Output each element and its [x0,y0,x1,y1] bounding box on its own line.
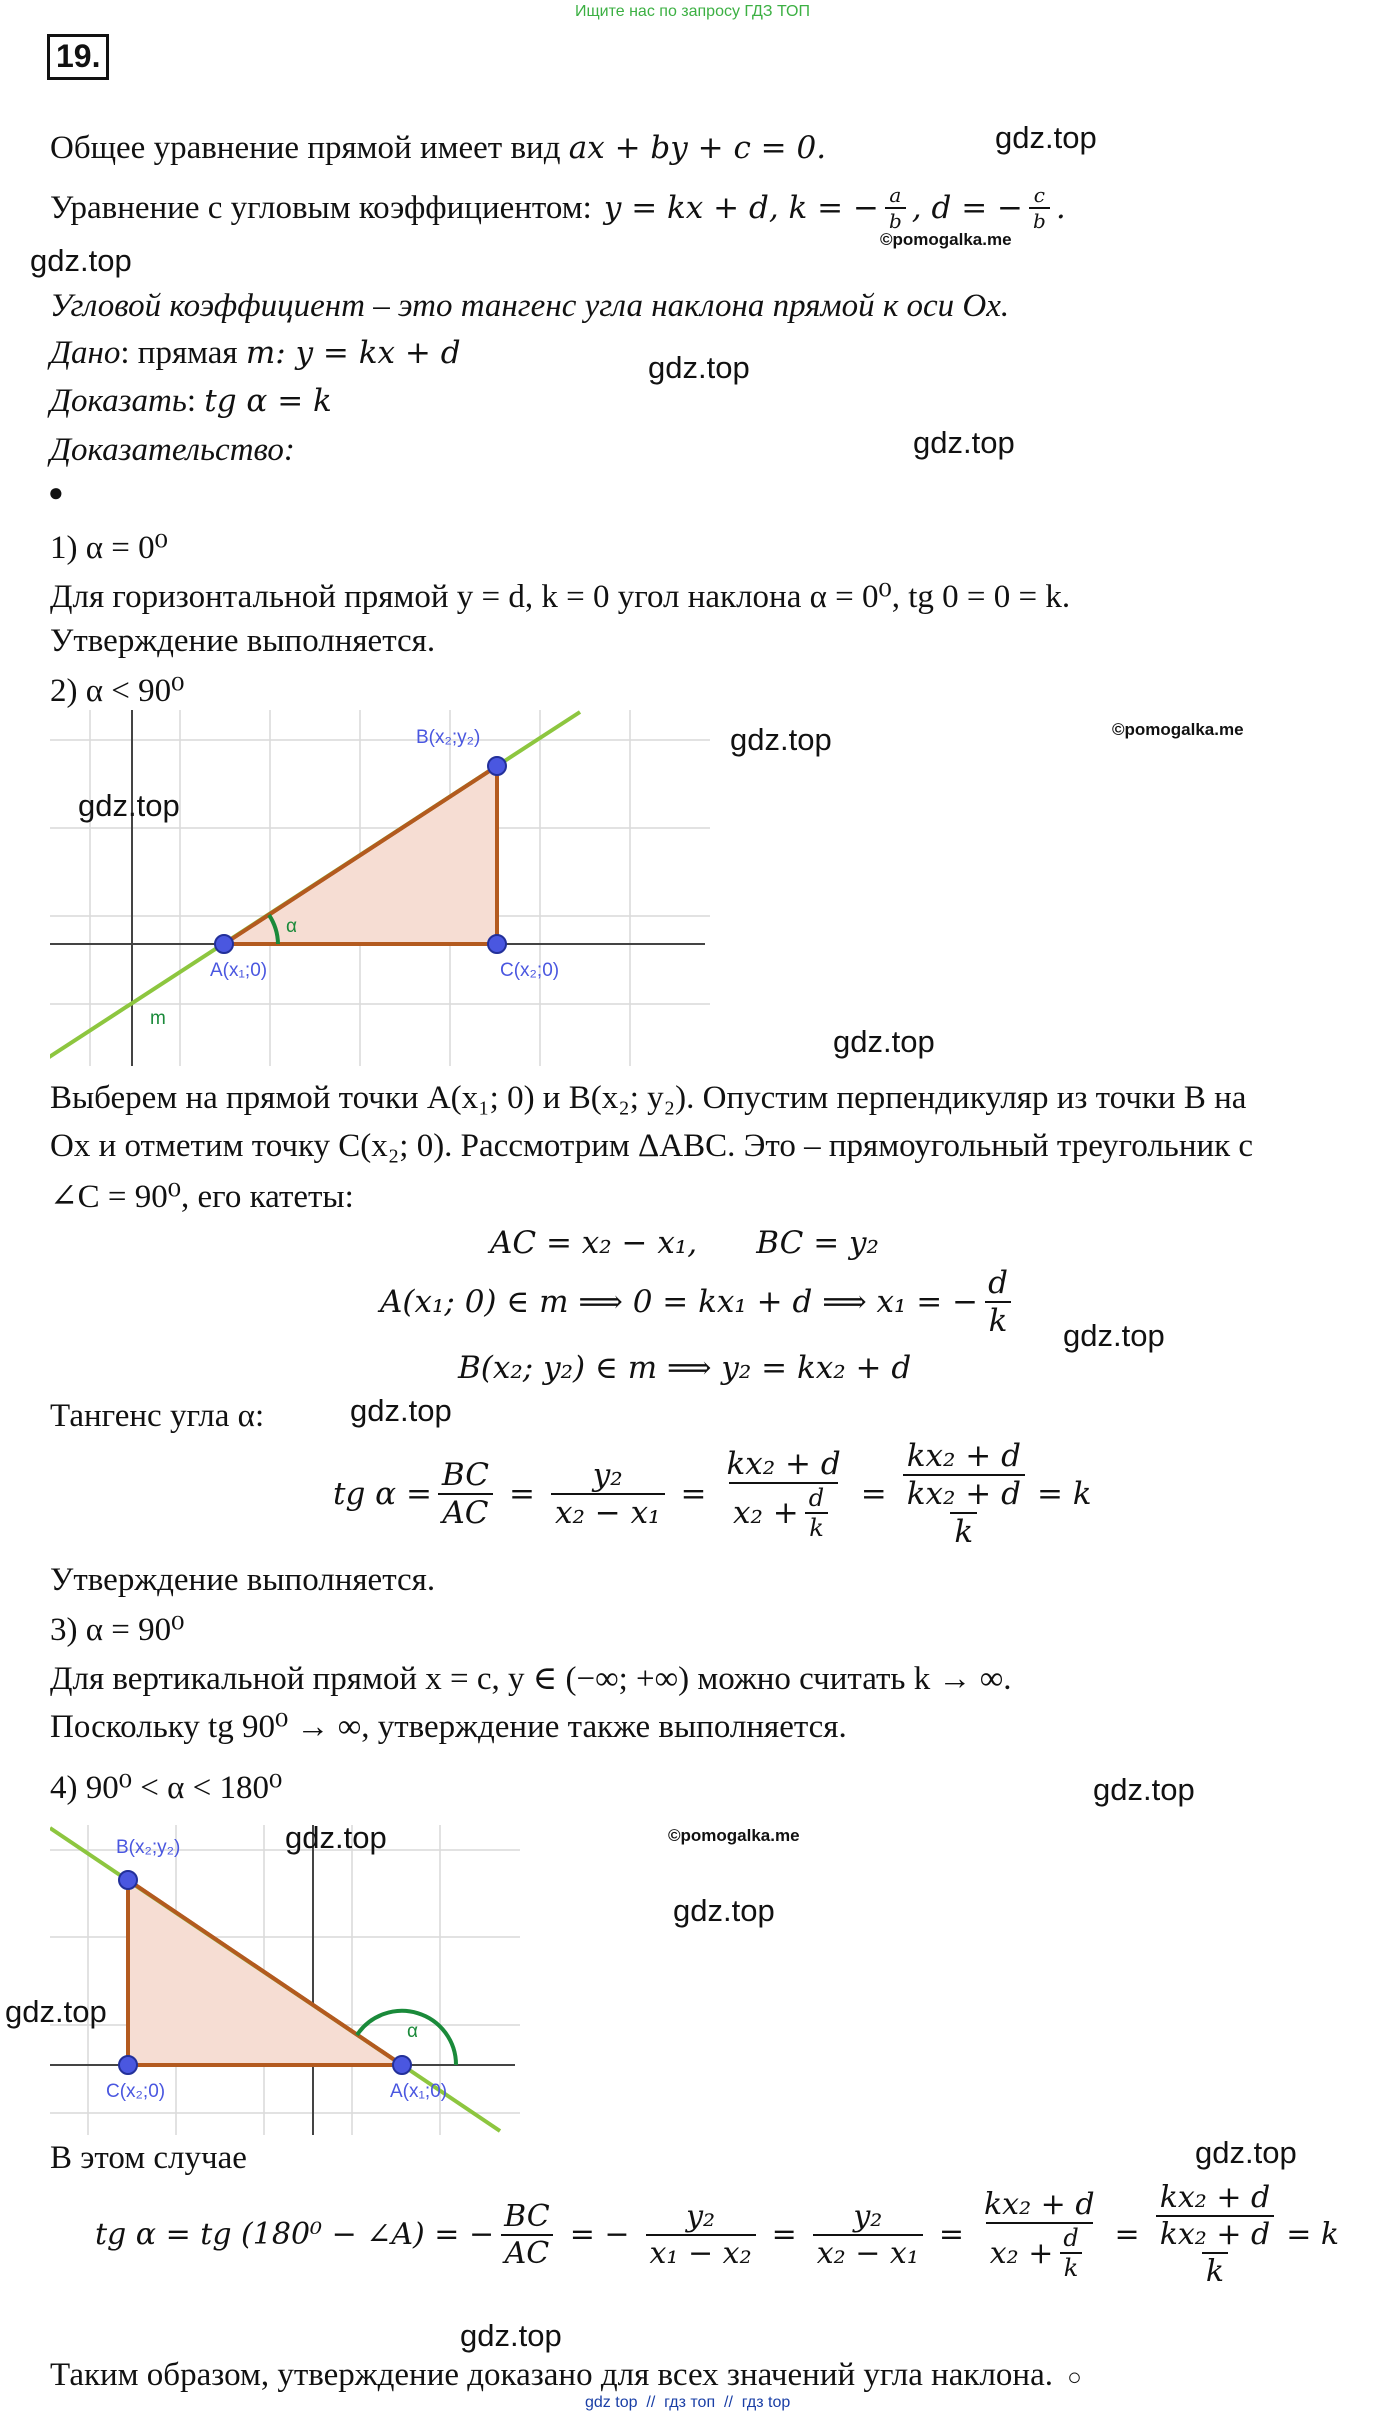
formula-lhs: tg α = [333,1476,432,1512]
watermark: gdz.top [648,350,750,385]
watermark: gdz.top [30,243,132,278]
fraction-y2-x2x1 [813,2199,923,2271]
choose-points-line-2: Ox и отметим точку C(x₂; 0). Рассмотрим ΔABC. Это – прямоугольный треугольник с [50,1128,1254,1164]
fraction-bc-ac [500,2199,554,2271]
numerator: kx₂ + d [984,2187,1095,2222]
fraction-bc-ac [438,1457,493,1531]
label-m: m [150,1008,166,1029]
denominator: x₁ − x₂ [646,2234,756,2271]
fraction-c-b [1029,183,1050,233]
tangent-formula: tg α = $\frac{BC}{AC}$ = $\frac{\text{y₂}}{\text{x₂ − x₁}}$ = kx₂ + d x₂ + $\frac{d}{k}$ = kx₂ + d kx₂ + d k = k [333,1438,1092,1550]
label-c: C(x₂;0) [106,2081,166,2102]
point-a [393,2056,411,2074]
denominator: k [985,1301,1012,1339]
this-case-label: В этом случае [50,2140,247,2176]
label-a: A(x₁;0) [210,960,268,981]
label-alpha: α [286,916,297,937]
watermark: gdz.top [460,2318,562,2353]
numerator: BC [441,1457,489,1493]
denominator-top: kx₂ + d [906,1476,1021,1512]
slope-equation-math: y = kx + d, k = − [603,190,879,226]
denominator [729,1482,838,1542]
point-c [119,2056,137,2074]
fraction-d-k [984,1265,1012,1339]
point-b [488,757,506,775]
task-number: 19. [47,34,109,80]
case-1-heading: 1) α = 0⁰ [50,530,168,566]
numerator: d [1063,2224,1079,2252]
numerator: y₂ [592,1457,623,1493]
label-b: B(x₂;y₂) [416,727,481,748]
watermark: gdz.top [1093,1772,1195,1807]
graph-obtuse-angle [50,1825,520,2135]
watermark: gdz.top [78,788,180,823]
conclusion-text: Таким образом, утверждение доказано для всех значений угла наклона. [50,2357,1053,2393]
formula-rhs: = k [1036,1476,1092,1512]
prove-line: Доказать: tg α = k [50,383,332,419]
numerator: kx₂ + d [726,1446,841,1482]
formula-lhs: tg α = tg (180⁰ − ∠A) = − [95,2217,495,2252]
given-line [50,335,461,372]
label-a: A(x₁;0) [390,2081,448,2102]
slope-equation-line [50,183,1066,233]
denominator: AC [501,2234,554,2271]
denominator: k [805,1512,828,1542]
numerator: y₂ [686,2198,716,2234]
obtuse-tangent-formula [95,2180,1339,2289]
d-prefix: , d = − [911,190,1023,226]
watermark: gdz.top [350,1393,452,1428]
equals-sign: = [771,2217,797,2252]
watermark: gdz.top [1195,2135,1297,2170]
point-a-equation [380,1265,1018,1339]
watermark: gdz.top [673,1893,775,1928]
numerator: kx₂ + d [1159,2180,1271,2215]
fraction-d-k-small [1059,2224,1082,2282]
statement-holds-2: Утверждение выполняется. [50,1562,436,1598]
point-c [488,935,506,953]
denominator-top: kx₂ + d [1159,2217,1271,2252]
label-c: C(x₂;0) [500,960,560,981]
proof-label: Доказательство: [50,432,295,468]
copyright-mark: ©pomogalka.me [668,1826,800,1845]
denominator: AC [438,1493,492,1531]
equals-sign: = [938,2217,964,2252]
numerator: y₂ [853,2198,883,2234]
watermark: gdz.top [5,1994,107,2029]
watermark: gdz.top [913,425,1015,460]
general-equation-text: Общее уравнение прямой имеет вид [50,130,561,166]
denominator: b [1029,207,1050,233]
denominator [986,2222,1093,2282]
fraction-substituted [980,2187,1099,2282]
fraction-simplified [1156,2180,1275,2289]
point-a [215,935,233,953]
point-b [119,1871,137,1889]
equals-sign: = [1114,2217,1140,2252]
numerator: BC [504,2198,550,2234]
case-3-text-2: Поскольку tg 90⁰ → ∞, утверждение также выполняется. [50,1709,847,1745]
fraction-simplified [903,1438,1025,1550]
general-equation-line [50,130,826,167]
denominator: b [885,207,906,233]
denominator: x₂ − x₁ [551,1493,665,1531]
denominator-term: x₂ + [989,2235,1054,2271]
general-equation-math: ax + by + c = 0. [568,130,827,166]
conclusion [50,2357,1082,2394]
graph-acute-angle [50,710,710,1066]
fraction-substituted [722,1446,844,1542]
fraction-y2-dx [551,1457,665,1531]
denominator-bottom: k [950,1512,977,1550]
point-b-equation: B(x₂; y₂) ∈ m ⟹ y₂ = kx₂ + d [458,1350,912,1386]
choose-points-line-3: ∠C = 90⁰, его катеты: [50,1179,354,1215]
watermark: gdz.top [995,120,1097,155]
period: . [1055,190,1066,226]
denominator: k [1060,2252,1083,2282]
fraction-a-b [885,183,906,233]
numerator: a [889,183,902,207]
watermark: gdz.top [730,722,832,757]
top-banner[interactable]: Ищите нас по запросу ГДЗ ТОП [575,3,810,20]
watermark: gdz.top [833,1024,935,1059]
case-3-heading: 3) α = 90⁰ [50,1612,185,1648]
numerator: kx₂ + d [906,1438,1021,1474]
case-1-text: Для горизонтальной прямой y = d, k = 0 угол наклона α = 0⁰, tg 0 = 0 = k. [50,579,1071,615]
watermark: gdz.top [285,1820,387,1855]
statement-holds-1: Утверждение выполняется. [50,623,436,659]
footer-links[interactable]: gdz top // гдз топ // гдз top [585,2394,791,2411]
prove-math: tg α = k [204,383,332,419]
watermark: gdz.top [1063,1318,1165,1353]
numerator: c [1033,183,1045,207]
fraction-d-k-small [805,1484,828,1542]
slope-definition: Угловой коэффициент – это тангенс угла наклона прямой к оси Ox. [50,288,1010,324]
denominator-term: x₂ + [733,1495,799,1531]
numerator: d [808,1484,825,1512]
end-of-proof-mark: ○ [1067,2365,1082,2391]
denominator-bottom: k [1202,2252,1228,2289]
given-text: : прямая [120,335,238,371]
denominator [903,1474,1025,1550]
copyright-mark: ©pomogalka.me [1112,720,1244,739]
fraction-y2-x1x2 [646,2199,756,2271]
copyright-mark: ©pomogalka.me [880,230,1012,249]
bullet: ● [48,478,64,507]
given-math: m: y = kx + d [245,335,461,371]
formula-rhs: = k [1286,2217,1340,2252]
numerator: d [988,1265,1008,1301]
choose-points-line-1: Выберем на прямой точки A(x₁; 0) и B(x₂; y₂). Опустим перпендикуляр из точки B на [50,1080,1247,1116]
minus-sign: = − [569,2217,630,2252]
legs-equation: AC = x₂ − x₁, BC = y₂ [490,1225,879,1261]
denominator: x₂ − x₁ [813,2234,923,2271]
case-2-heading: 2) α < 90⁰ [50,673,185,709]
point-a-equation-text: A(x₁; 0) ∈ m ⟹ 0 = kx₁ + d ⟹ x₁ = − [380,1284,979,1320]
label-b: B(x₂;y₂) [116,1837,181,1858]
denominator [1156,2215,1275,2289]
slope-equation-text: Уравнение с угловым коэффициентом: [50,189,592,226]
prove-label: Доказать [50,383,187,419]
case-3-text-1: Для вертикальной прямой x = c, y ∈ (−∞; +∞) можно считать k → ∞. [50,1661,1012,1697]
tangent-label: Тангенс угла α: [50,1398,265,1434]
given-label: Дано [50,335,121,371]
case-4-heading: 4) 90⁰ < α < 180⁰ [50,1770,283,1806]
label-alpha: α [407,2021,418,2042]
